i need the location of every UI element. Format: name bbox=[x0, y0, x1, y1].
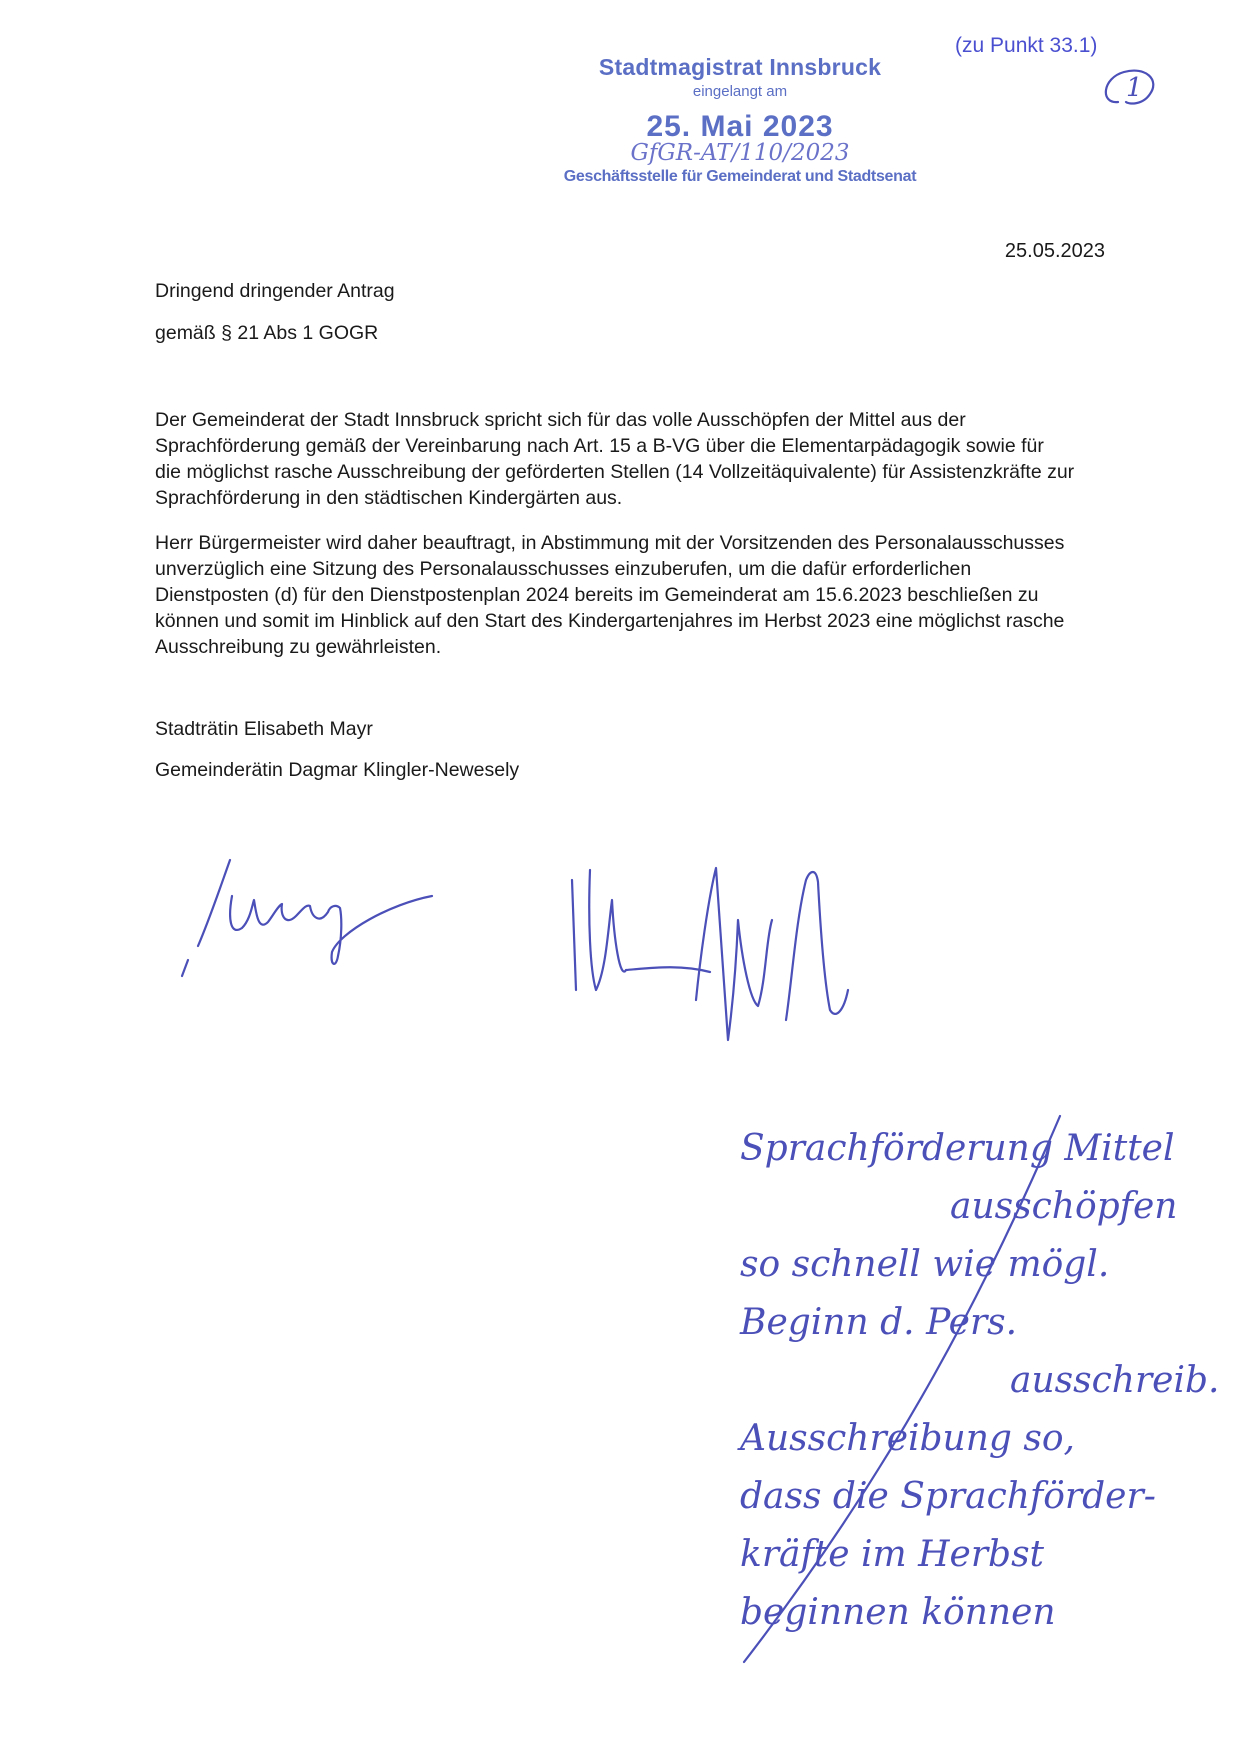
handnote-line: dass die Sprachförder- bbox=[740, 1476, 1156, 1517]
circled-number-annotation bbox=[1098, 62, 1162, 116]
signatory-2: Gemeinderätin Dagmar Klingler-Newesely bbox=[155, 759, 520, 781]
document-date: 25.05.2023 bbox=[1004, 240, 1105, 262]
signature-klingler-newesely bbox=[560, 860, 890, 1060]
handnote-line: Ausschreibung so, bbox=[740, 1418, 1076, 1459]
stamp-file-number: GfGR-AT/110/2023 bbox=[630, 140, 850, 166]
stamp-office: Geschäftsstelle für Gemeinderat und Stadtsenat bbox=[563, 168, 917, 185]
circled-number-text: 1 bbox=[1126, 73, 1143, 103]
paragraph-motion: Der Gemeinderat der Stadt Innsbruck spricht sich für das volle Ausschöpfen der Mittel aus der Sprachförderung gemäß der Vereinbarung nach Art. 15 a B-VG über die Elementarpädagogik sowie für die möglichst rasche Ausschreibung der geförderten Stellen (14 Vollzeitäquivalente) für Assistenzkräfte zur Sprachförderung in den städtischen Kindergärten aus. bbox=[155, 409, 1075, 509]
handnote-line: kräfte im Herbst bbox=[740, 1534, 1045, 1575]
handnote-line: ausschöpfen bbox=[950, 1186, 1178, 1227]
handnote-line: so schnell wie mögl. bbox=[740, 1244, 1110, 1285]
handnote-strike-line bbox=[730, 1110, 1150, 1670]
stamp-authority: Stadtmagistrat Innsbruck bbox=[598, 54, 882, 80]
handnote-line: ausschreib. bbox=[1010, 1360, 1220, 1401]
receipt-stamp bbox=[560, 54, 920, 186]
stamp-received-label: eingelangt am bbox=[692, 83, 788, 100]
handnote-line: Sprachförderung Mittel bbox=[740, 1128, 1175, 1169]
signatory-1: Stadträtin Elisabeth Mayr bbox=[155, 718, 373, 740]
legal-basis: gemäß § 21 Abs 1 GOGR bbox=[155, 322, 379, 344]
margin-note-reference: (zu Punkt 33.1) bbox=[955, 34, 1098, 57]
handnote-line: Beginn d. Pers. bbox=[740, 1302, 1018, 1343]
handnote-line: beginnen können bbox=[740, 1592, 1056, 1633]
signature-mayr bbox=[170, 848, 440, 988]
paragraph-mandate: Herr Bürgermeister wird daher beauftragt, in Abstimmung mit der Vorsitzenden des Personalausschusses unverzüglich eine Sitzung des Personalausschusses einzuberufen, um die dafür erforderlichen Dienstposten (d) für den Dienstpostenplan 2024 bereits im Gemeinderat am 15.6.2023 beschließen zu können und somit im Hinblick auf den Start des Kindergartenjahres im Herbst 2023 eine möglichst rasche Ausschreibung zu gewährleisten. bbox=[155, 532, 1065, 658]
document-title: Dringend dringender Antrag bbox=[155, 280, 395, 302]
stamp-received-date: 25. Mai 2023 bbox=[646, 110, 834, 143]
